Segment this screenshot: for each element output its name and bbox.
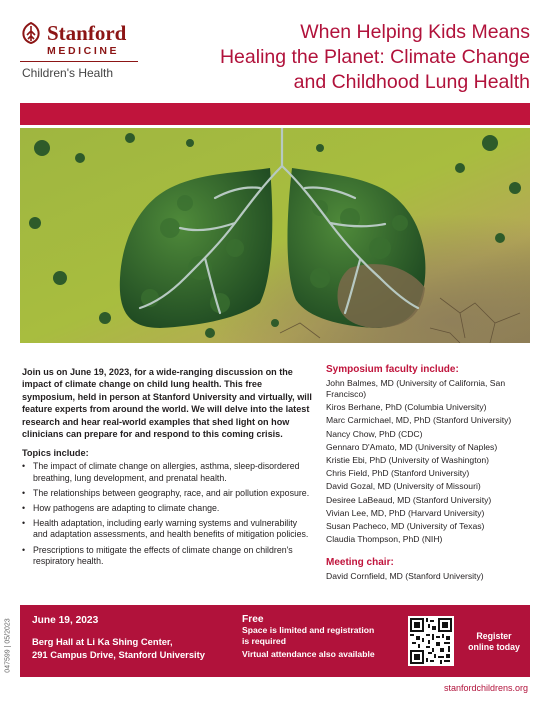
red-accent-bar: [20, 103, 530, 125]
hero-lungs-forest-image: [20, 128, 530, 343]
list-item: • The relationships between geography, race, and air pollution exposure.: [22, 487, 310, 498]
list-item: Chris Field, PhD (Stanford University): [326, 468, 470, 479]
list-item: Nancy Chow, PhD (CDC): [326, 428, 423, 439]
list-item: Marc Carmichael, MD, PhD (Stanford University): [326, 415, 512, 426]
stanford-medicine-logo: [20, 22, 140, 80]
list-item: Susan Pacheco, MD (University of Texas): [326, 520, 485, 531]
bullet-icon: •: [22, 502, 26, 513]
meeting-chair-name: David Cornfield, MD (Stanford University): [326, 571, 484, 581]
bullet-icon: •: [22, 544, 26, 555]
intro-paragraph: Join us on June 19, 2023, for a wide-ranging discussion on the impact of climate change on child lung health. This free symposium, held in person at Stanford University and virtually, will feature experts from around the world. We will delve into the latest research and hear real-world examples that shed light on how clinicians can prepare for and respond to this coming crisis.: [22, 367, 312, 440]
page-title: [200, 20, 530, 95]
qr-code-icon[interactable]: [408, 616, 454, 666]
list-item: • The impact of climate change on allergies, asthma, sleep-disordered breathing, lung development, and prenatal health.: [22, 461, 300, 483]
logo-divider: [20, 61, 138, 62]
logo-stanford-text: Stanford: [47, 21, 127, 45]
bullet-icon: •: [22, 517, 26, 528]
faculty-heading: Symposium faculty include:: [326, 364, 459, 375]
title-line-2: Healing the Planet: Climate Change: [219, 46, 530, 68]
title-line-1: When Helping Kids Means: [300, 21, 530, 43]
print-code: 047599 | 05/2023: [4, 618, 12, 673]
list-item: Kiros Berhane, PhD (Columbia University): [326, 402, 487, 413]
list-item: Kristie Ebi, PhD (University of Washington): [326, 454, 490, 465]
free-label: Free: [242, 614, 264, 625]
event-date: June 19, 2023: [32, 615, 99, 626]
tree-emblem-icon: [20, 22, 42, 44]
event-banner: [20, 605, 530, 677]
list-item: Claudia Thompson, PhD (NIH): [326, 534, 443, 545]
list-item: John Balmes, MD (University of California, San Francisco): [326, 378, 506, 399]
title-line-3: and Childhood Lung Health: [293, 71, 530, 93]
topics-list: [22, 461, 312, 571]
list-item: David Gozal, MD (University of Missouri): [326, 481, 481, 492]
logo-childrens-health-text: Children's Health: [22, 66, 114, 80]
list-item: • Health adaptation, including early warning systems and vulnerability and adaptation assessments, and health benefits of mitigation policies.: [22, 517, 309, 540]
register-online-link[interactable]: Register online today: [468, 631, 520, 652]
faculty-list: [326, 378, 536, 545]
faculty-section: [326, 364, 536, 547]
list-item: Vivian Lee, MD, PhD (Harvard University): [326, 507, 485, 518]
list-item: • Prescriptions to mitigate the effects of climate change on children's respiratory health.: [22, 544, 293, 567]
list-item: Gennaro D'Amato, MD (University of Naples): [326, 441, 498, 452]
list-item: • How pathogens are adapting to climate change.: [22, 502, 220, 513]
event-venue: Berg Hall at Li Ka Shing Center, 291 Campus Drive, Stanford University: [32, 636, 205, 660]
bullet-icon: •: [22, 461, 26, 471]
bullet-icon: •: [22, 487, 26, 498]
meeting-chair-section: [326, 557, 536, 582]
website-link[interactable]: stanfordchildrens.org: [443, 683, 528, 693]
meeting-chair-heading: Meeting chair:: [326, 557, 394, 568]
topics-heading: Topics include:: [22, 448, 89, 458]
list-item: Desiree LaBeaud, MD (Stanford University): [326, 494, 492, 505]
logo-medicine-text: MEDICINE: [47, 45, 120, 57]
registration-info: Free Space is limited and registration is required Virtual attendance also available: [242, 614, 402, 660]
